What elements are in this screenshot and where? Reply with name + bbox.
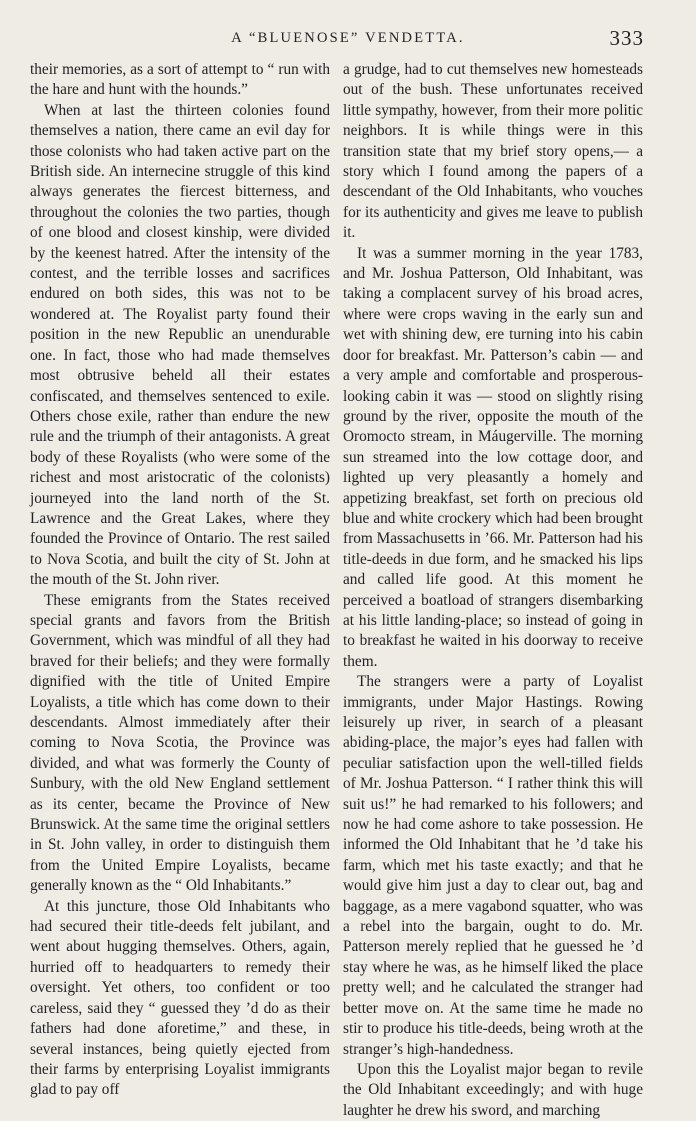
page-number: 333 (609, 26, 644, 50)
paragraph: It was a summer morning in the year 1783, and Mr. Joshua Patterson, Old Inhabitant, was taking a complacent survey of his broad acres, where were crops waving in the early sun and wet with shining dew, ere turning into his cabin door for breakfast. Mr. Patterson’s cabin — and a very ample and comfortable and prosperous-looking cabin it was — stood on slightly rising ground by the river, opposite the mouth of the Oromocto stream, in Máugerville. The morning sun streamed into the low cottage door, and lighted up very pleasantly a homely and appetizing breakfast, set forth on precious old blue and white crockery which had been brought from Massachusetts in ’66. Mr. Patterson had his title-deeds in due form, and he smacked his lips and called life good. At this moment he perceived a boatload of strangers disembarking at his little landing-place; so instead of going in to breakfast he waited in his doorway to receive them. (343, 244, 643, 670)
paragraph: At this juncture, those Old Inhabitants who had secured their title-deeds felt jubilant, and went about hugging themselves. Others, again, hurried off to headquarters to remedy their oversight. Yet others, too confident or too careless, said they “ guessed they ’d do as their fathers had done aforetime,” and these, in several instances, being quietly ejected from their farms by enterprising Loyalist immigrants glad to pay off (30, 897, 330, 1099)
left-column (30, 60, 330, 1101)
paragraph: their memories, as a sort of attempt to “ run with the hare and hunt with the hounds.” (30, 61, 330, 99)
right-column (343, 60, 643, 1121)
paragraph: When at last the thirteen colonies found themselves a nation, there came an evil day for those colonists who had taken active part on the British side. An internecine struggle of this kind always generates the fiercest bitterness, and throughout the colonies the two parties, though of one blood and closest kinship, were divided by the keenest hatred. After the intensity of the contest, and the terrible losses and sacrifices endured on both sides, this was not to be wondered at. The Royalist party found their position in the new Republic an unendurable one. In fact, those who had made themselves most obtrusive beheld all their estates confiscated, and themselves sentenced to exile. Others chose exile, rather than endure the new rule and the triumph of their antagonists. A great body of these Royalists (who were some of the richest and most aristocratic of the colonists) journeyed into the land north of the St. Lawrence and the Great Lakes, where they founded the Province of Ontario. The rest sailed to Nova Scotia, and built the city of St. John at the mouth of the St. John river. (30, 101, 330, 589)
paragraph: a grudge, had to cut themselves new homesteads out of the bush. These unfortunates received little sympathy, however, from their more politic neighbors. It is while things were in this transition state that my brief story opens,— a story which I found among the papers of a descendant of the Old Inhabitants, who vouches for its authenticity and gives me leave to publish it. (343, 61, 643, 242)
paragraph: Upon this the Loyalist major began to revile the Old Inhabitant exceedingly; and with huge laughter he drew his sword, and marching (343, 1060, 643, 1119)
running-head (0, 26, 696, 50)
paragraph: The strangers were a party of Loyalist immigrants, under Major Hastings. Rowing leisurely up river, in search of a pleasant abiding-place, the major’s eyes had fallen with peculiar satisfaction upon the well-tilled fields of Mr. Joshua Patterson. “ I rather think this will suit us!” he had remarked to his followers; and now he had come ashore to take possession. He informed the Old Inhabitant that he ’d take his farm, which met his taste exactly; and that he would give him just a day to clear out, bag and baggage, as a mere vagabond squatter, who was a rebel into the bargain, ought to do. Mr. Patterson merely replied that he guessed he ’d stay where he was, as he himself liked the place pretty well; and he calculated the stranger had better move on. At the same time he made no stir to produce his title-deeds, being wroth at the stranger’s high-handedness. (343, 673, 643, 1058)
running-title: A “BLUENOSE” VENDETTA. (231, 30, 465, 46)
paragraph: These emigrants from the States received special grants and favors from the British Government, which was mindful of all they had braved for their beliefs; and they were formally dignified with the title of United Empire Loyalists, a title which has come down to their descendants. Almost immediately after their coming to Nova Scotia, the Province was divided, and what was formerly the County of Sunbury, with the old New England settlement as its center, became the Province of New Brunswick. At the same time the original settlers in St. John valley, in order to distinguish them from the United Empire Loyalists, became generally known as the “ Old Inhabitants.” (30, 591, 330, 895)
